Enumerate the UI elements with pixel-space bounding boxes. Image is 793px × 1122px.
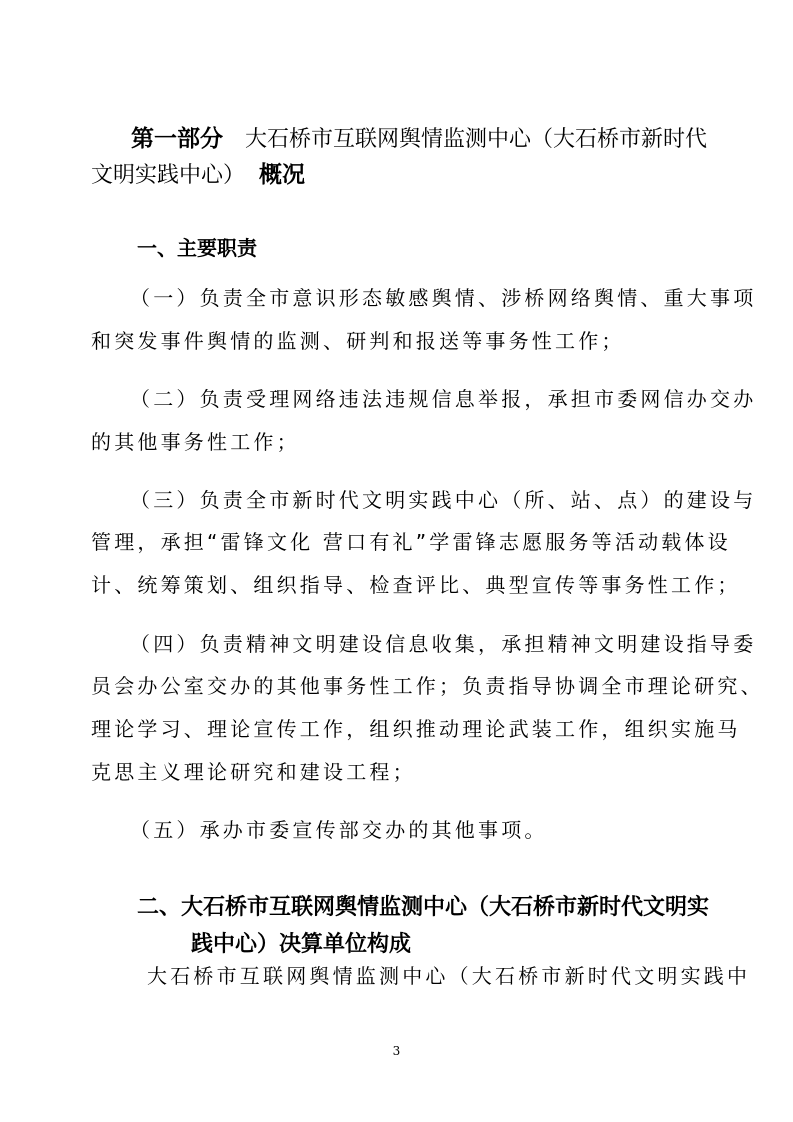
part-title-text-2: 文明实践中心） <box>91 163 246 188</box>
section-2-heading-line-2: 践中心）决算单位构成 <box>191 932 412 957</box>
duty-3-line-2: 管理，承担“雷锋文化 营口有礼”学雷锋志愿服务等活动载体设 <box>91 530 731 554</box>
duty-4-line-1: （四）负责精神文明建设信息收集，承担精神文明建设指导委 <box>130 632 757 656</box>
duty-1-line-1: （一）负责全市意识形态敏感舆情、涉桥网络舆情、重大事项 <box>130 286 757 310</box>
overview-label: 概况 <box>259 162 306 188</box>
duty-4-line-3: 理论学习、理论宣传工作，组织推动理论武装工作，组织实施马 <box>91 717 741 741</box>
duty-4-line-2: 员会办公室交办的其他事务性工作；负责指导协调全市理论研究、 <box>91 674 764 698</box>
page-number: 3 <box>392 1044 401 1058</box>
duty-1-line-2: 和突发事件舆情的监测、研判和报送等事务性工作； <box>91 329 625 353</box>
section-2-heading-line-1: 二、大石桥市互联网舆情监测中心（大石桥市新时代文明实 <box>137 895 710 920</box>
part-title-text-1: 大石桥市互联网舆情监测中心（大石桥市新时代 <box>245 127 708 152</box>
part-label: 第一部分 <box>131 126 223 152</box>
duty-3-line-3: 计、统筹策划、组织指导、检查评比、典型宣传等事务性工作； <box>91 573 741 597</box>
duty-2-line-1: （二）负责受理网络违法违规信息举报，承担市委网信办交办 <box>130 387 757 411</box>
section-2-body-line-1: 大石桥市互联网舆情监测中心（大石桥市新时代文明实践中 <box>147 964 751 988</box>
part-title-line-1 <box>131 126 707 153</box>
duty-4-line-4: 克思主义理论研究和建设工程； <box>91 760 416 784</box>
duty-2-line-2: 的其他事务性工作； <box>91 430 300 454</box>
duty-5-line-1: （五）承办市委宣传部交办的其他事项。 <box>130 818 548 842</box>
part-title-line-2 <box>91 162 305 189</box>
section-1-heading: 一、主要职责 <box>137 236 257 260</box>
duty-3-line-1: （三）负责全市新时代文明实践中心（所、站、点）的建设与 <box>130 488 757 512</box>
